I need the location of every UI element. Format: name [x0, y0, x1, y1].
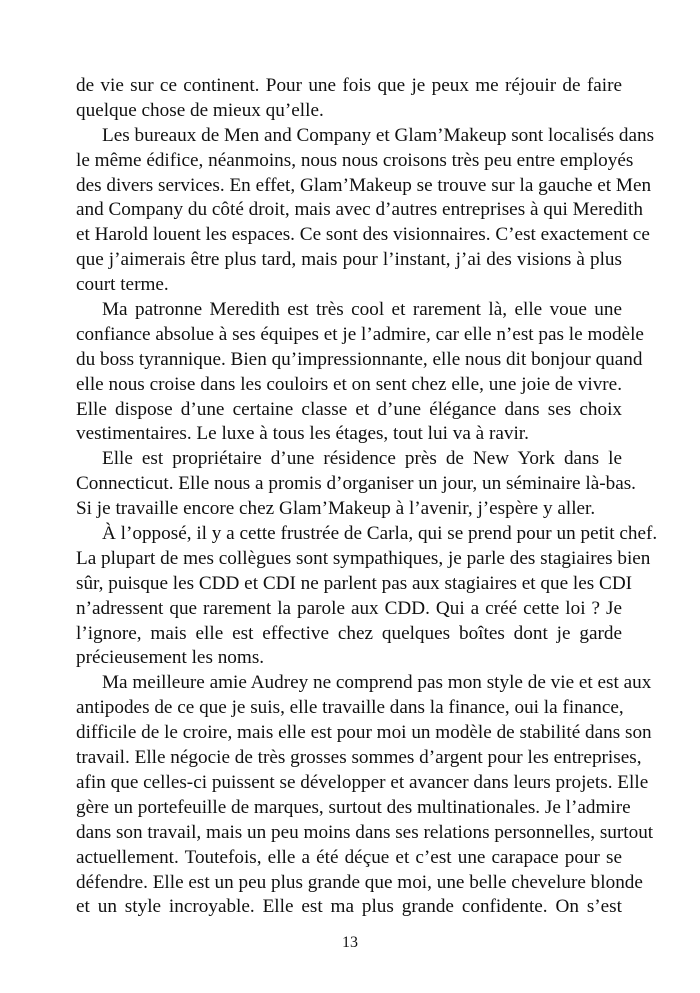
text-line: actuellement. Toutefois, elle a été déçue et c’est une carapace pour se	[76, 846, 622, 868]
text-line: Si je travaille encore chez Glam’Makeup à l’avenir, j’espère y aller.	[76, 498, 596, 520]
text-line: sûr, puisque les CDD et CDI ne parlent pas aux stagiaires et que les CDI	[76, 572, 633, 594]
text-line: n’adressent que rarement la parole aux CDD. Qui a créé cette loi ? Je	[76, 597, 622, 619]
text-line: du boss tyrannique. Bien qu’impressionnante, elle nous dit bonjour quand	[76, 348, 643, 370]
text-line: Elle dispose d’une certaine classe et d’une élégance dans ses choix	[76, 398, 622, 420]
text-line: court terme.	[76, 274, 169, 296]
text-line: À l’opposé, il y a cette frustrée de Carla, qui se prend pour un petit chef.	[102, 523, 658, 545]
text-line: and Company du côté droit, mais avec d’autres entreprises à qui Meredith	[76, 199, 643, 221]
page-number: 13	[342, 934, 358, 951]
text-line: gère un portefeuille de marques, surtout des multinationales. Je l’admire	[76, 796, 631, 818]
text-line: difficile de le croire, mais elle est pour moi un modèle de stabilité dans son	[76, 722, 652, 744]
text-line: que j’aimerais être plus tard, mais pour l’instant, j’ai des visions à plus	[76, 249, 622, 271]
text-line: Les bureaux de Men and Company et Glam’Makeup sont localisés dans	[102, 124, 655, 146]
text-line: des divers services. En effet, Glam’Makeup se trouve sur la gauche et Men	[76, 174, 652, 196]
text-line: confiance absolue à ses équipes et je l’admire, car elle n’est pas le modèle	[76, 323, 644, 345]
text-line: Connecticut. Elle nous a promis d’organiser un jour, un séminaire là-bas.	[76, 473, 636, 495]
text-line: La plupart de mes collègues sont sympathiques, je parle des stagiaires bien	[76, 547, 651, 569]
text-line: quelque chose de mieux qu’elle.	[76, 99, 324, 121]
text-line: travail. Elle négocie de très grosses sommes d’argent pour les entreprises,	[76, 747, 642, 769]
text-line: Elle est propriétaire d’une résidence près de New York dans le	[102, 448, 622, 470]
text-line: antipodes de ce que je suis, elle travaille dans la finance, oui la finance,	[76, 697, 624, 719]
text-line: de vie sur ce continent. Pour une fois que je peux me réjouir de faire	[76, 75, 622, 96]
text-line: afin que celles-ci puissent se développer et avancer dans leurs projets. Elle	[76, 771, 649, 793]
text-line: dans son travail, mais un peu moins dans ses relations personnelles, surtout	[76, 821, 654, 843]
text-line: vestimentaires. Le luxe à tous les étages, tout lui va à ravir.	[76, 423, 529, 445]
text-line: précieusement les noms.	[76, 647, 265, 669]
text-line: et un style incroyable. Elle est ma plus grande confidente. On s’est	[76, 896, 622, 918]
text-line: défendre. Elle est un peu plus grande que moi, une belle chevelure blonde	[76, 871, 643, 893]
text-line: elle nous croise dans les couloirs et on sent chez elle, une joie de vivre.	[76, 373, 622, 395]
text-line: l’ignore, mais elle est effective chez quelques boîtes dont je garde	[76, 622, 622, 644]
text-line: le même édifice, néanmoins, nous nous croisons très peu entre employés	[76, 149, 634, 171]
text-line: Ma meilleure amie Audrey ne comprend pas mon style de vie et est aux	[102, 672, 652, 694]
text-line: Ma patronne Meredith est très cool et rarement là, elle voue une	[102, 299, 622, 321]
body-text	[76, 74, 658, 920]
text-line: et Harold louent les espaces. Ce sont des visionnaires. C’est exactement ce	[76, 224, 650, 246]
